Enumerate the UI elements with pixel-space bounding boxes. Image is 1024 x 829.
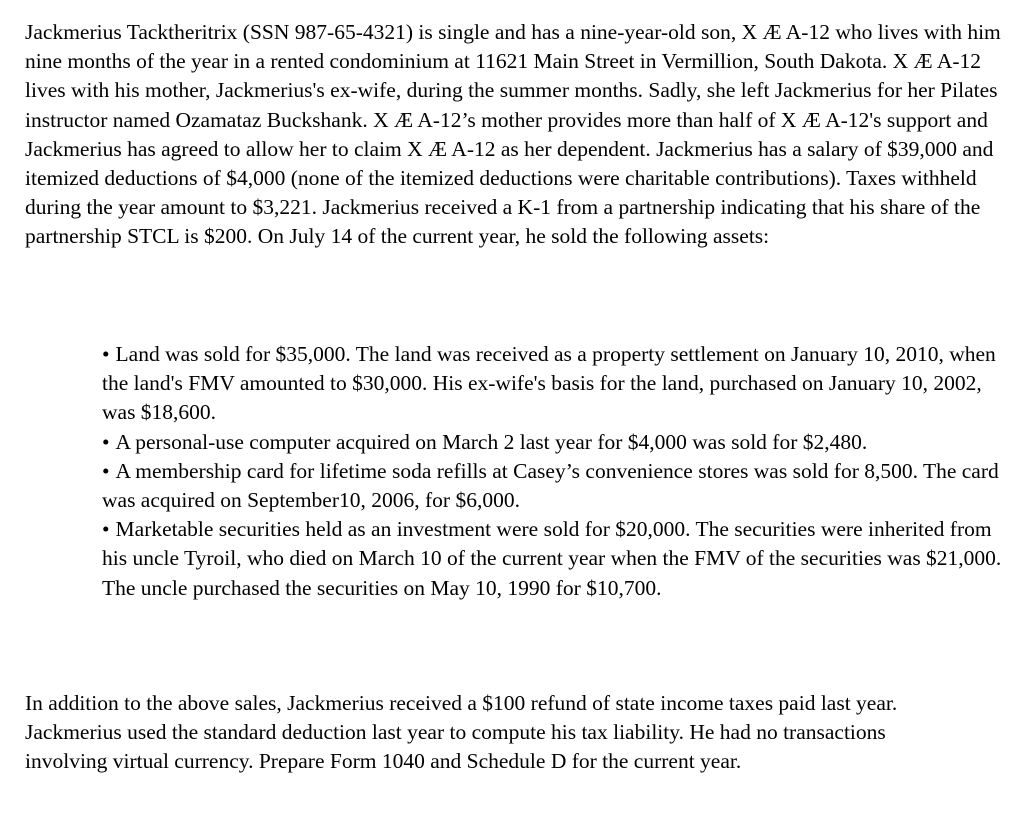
bullet-icon: •	[102, 517, 110, 542]
list-item-text: Marketable securities held as an investment were sold for $20,000. The securities were inherited from his uncle Tyroil, who died on March 10 of the current year when the FMV of the securities was $21,000. The uncle purchased the securities on May 10, 1990 for $10,700.	[102, 517, 1002, 600]
intro-paragraph: Jackmerius Tacktheritrix (SSN 987-65-4321) is single and has a nine-year-old son, X Æ A-12 who lives with him nine months of the year in a rented condominium at 11621 Main Street in Vermillion, South Dakota. X Æ A-12 lives with his mother, Jackmerius's ex-wife, during the summer months. Sadly, she left Jackmerius for her Pilates instructor named Ozamataz Buckshank. X Æ A-12’s mother provides more than half of X Æ A-12's support and Jackmerius has agreed to allow her to claim X Æ A-12 as her dependent. Jackmerius has a salary of $39,000 and itemized deductions of $4,000 (none of the itemized deductions were charitable contributions). Taxes withheld during the year amount to $3,221. Jackmerius received a K-1 from a partnership indicating that his share of the partnership STCL is $200. On July 14 of the current year, he sold the following assets:	[25, 20, 1001, 249]
problem-document	[25, 18, 1015, 774]
list-item-text: A personal-use computer acquired on March 2 last year for $4,000 was sold for $2,480.	[115, 429, 868, 454]
list-item-text: A membership card for lifetime soda refills at Casey’s convenience stores was sold for 8,500. The card was acquired on September10, 2006, for $6,000.	[102, 458, 999, 513]
list-item-computer	[102, 428, 1010, 457]
bullet-icon: •	[102, 458, 110, 483]
bullet-icon: •	[102, 429, 110, 454]
list-item-text: Land was sold for $35,000. The land was received as a property settlement on January 10, 2010, when the land's FMV amounted to $30,000. His ex-wife's basis for the land, purchased on January 10, 2002, was $18,600.	[102, 342, 996, 425]
closing-paragraph: In addition to the above sales, Jackmerius received a $100 refund of state income taxes paid last year. Jackmerius used the standard deduction last year to compute his tax liability. He had no transactions involving virtual currency. Prepare Form 1040 and Schedule D for the current year.	[25, 691, 898, 774]
list-item-membership-card	[102, 457, 1010, 515]
list-item-land	[102, 340, 1010, 428]
asset-sales-list	[102, 340, 1010, 603]
list-item-securities	[102, 515, 1010, 603]
bullet-icon: •	[102, 342, 110, 366]
